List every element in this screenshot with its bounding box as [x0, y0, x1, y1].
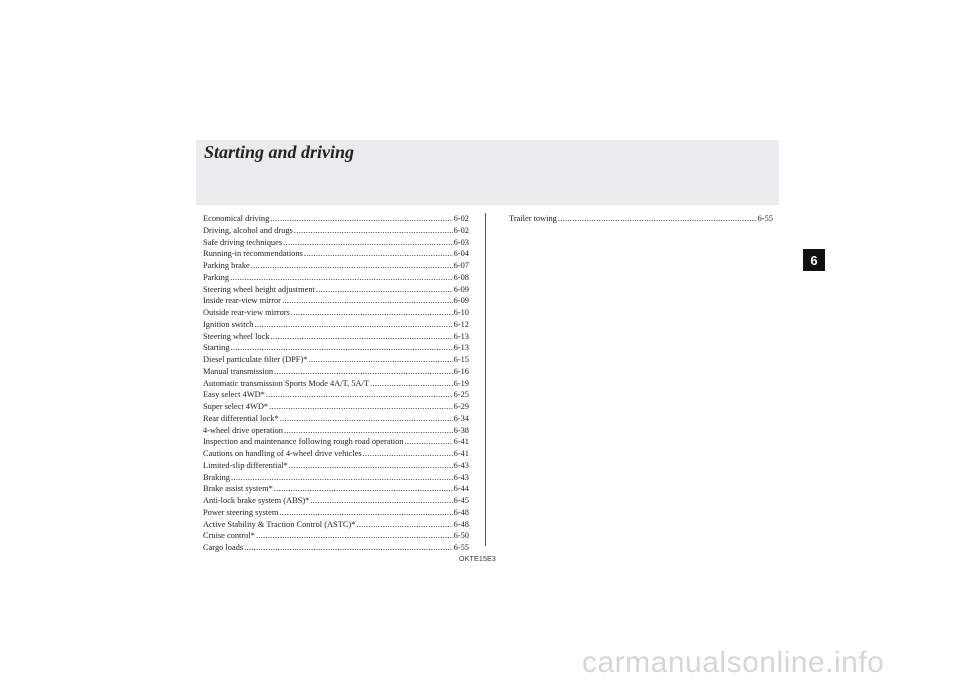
toc-dot-leader [363, 448, 453, 460]
toc-entry-page: 6-50 [453, 531, 469, 541]
toc-entry-page: 6-02 [453, 225, 469, 235]
toc-entry-page: 6-03 [453, 237, 469, 247]
toc-entry[interactable] [203, 378, 469, 390]
toc-entry[interactable] [203, 460, 469, 472]
toc-entry-page: 6-15 [453, 355, 469, 364]
toc-dot-leader [282, 295, 453, 307]
toc-entry[interactable] [203, 436, 469, 448]
toc-entry-page: 6-48 [453, 519, 469, 529]
toc-entry-label: Safe driving techniques [203, 237, 283, 247]
toc-entry-label: Steering wheel lock [203, 331, 270, 341]
toc-entry[interactable] [203, 213, 469, 225]
column-divider [485, 213, 486, 546]
toc-entry-label: Braking [203, 472, 230, 482]
toc-entry[interactable] [203, 331, 469, 343]
toc-dot-leader [279, 507, 452, 519]
toc-entry-page: 6-08 [453, 272, 469, 282]
toc-entry-page: 6-43 [453, 472, 469, 482]
toc-entry-page: 6-12 [453, 319, 469, 329]
toc-entry-label: Brake assist system* [203, 484, 273, 494]
toc-entry-page: 6-44 [453, 484, 469, 494]
toc-entry-page: 6-38 [453, 425, 469, 435]
toc-dot-leader [230, 272, 453, 284]
toc-entry[interactable] [203, 284, 469, 296]
toc-entry[interactable] [203, 495, 469, 507]
toc-entry-label: Parking [203, 272, 230, 282]
toc-entry-label: Trailer towing [509, 214, 557, 223]
section-header [196, 140, 779, 205]
toc-entry[interactable] [509, 213, 773, 225]
toc-dot-leader [289, 460, 453, 472]
toc-entry-page: 6-19 [453, 378, 469, 388]
toc-entry[interactable] [203, 272, 469, 284]
toc-entry-label: 4-wheel drive operation [203, 425, 283, 435]
toc-entry-label: Easy select 4WD* [203, 390, 265, 400]
toc-entry[interactable] [203, 342, 469, 354]
toc-entry[interactable] [203, 354, 469, 366]
toc-entry[interactable] [203, 530, 469, 542]
toc-entry[interactable] [203, 448, 469, 460]
toc-entry-label: Inside rear-view mirror [203, 296, 281, 306]
toc-dot-leader [316, 284, 453, 296]
toc-dot-leader [280, 413, 453, 425]
toc-dot-leader [266, 389, 453, 401]
section-title: Starting and driving [204, 142, 355, 162]
toc-entry-label: Outside rear-view mirrors [203, 308, 290, 317]
toc-entry[interactable] [203, 413, 469, 425]
toc-dot-leader [558, 213, 757, 225]
toc-dot-leader [370, 378, 453, 390]
toc-entry-page: 6-25 [453, 390, 469, 400]
toc-entry-label: Limited-slip differential* [203, 460, 288, 470]
toc-entry-page: 6-13 [453, 343, 469, 353]
toc-dot-leader [291, 307, 453, 319]
toc-dot-leader [294, 225, 453, 237]
toc-dot-leader [244, 542, 453, 554]
toc-dot-leader [304, 248, 453, 260]
toc-entry-label: Parking brake [203, 261, 250, 270]
toc-dot-leader [251, 260, 453, 272]
toc-entry[interactable] [203, 507, 469, 519]
toc-entry-page: 6-41 [453, 437, 469, 447]
toc-entry-label: Inspection and maintenance following rough road operation [203, 437, 404, 447]
toc-entry-page: 6-04 [453, 249, 469, 259]
toc-entry[interactable] [203, 260, 469, 272]
toc-entry[interactable] [203, 319, 469, 331]
toc-entry-label: Rear differential lock* [203, 413, 279, 423]
toc-dot-leader [274, 366, 453, 378]
toc-entry-label: Manual transmission [203, 366, 274, 376]
toc-dot-leader [284, 425, 453, 437]
toc-entry-page: 6-55 [453, 543, 469, 552]
toc-dot-leader [274, 483, 453, 495]
toc-entry-page: 6-02 [453, 214, 469, 223]
watermark-text: carmanualsonline.info [582, 646, 885, 679]
toc-left-column [203, 213, 469, 554]
toc-entry-label: Super select 4WD* [203, 402, 269, 411]
toc-entry-label: Cargo loads [203, 543, 244, 552]
toc-entry-page: 6-10 [453, 308, 469, 317]
toc-entry-page: 6-09 [453, 284, 469, 294]
toc-entry[interactable] [203, 237, 469, 249]
toc-dot-leader [231, 472, 453, 484]
toc-entry[interactable] [203, 225, 469, 237]
toc-entry[interactable] [203, 401, 469, 413]
toc-entry-page: 6-16 [453, 366, 469, 376]
toc-entry[interactable] [203, 295, 469, 307]
toc-entry-page: 6-45 [453, 496, 469, 505]
toc-entry-page: 6-09 [453, 296, 469, 306]
toc-entry[interactable] [203, 389, 469, 401]
toc-dot-leader [269, 401, 453, 413]
toc-entry[interactable] [203, 542, 469, 554]
toc-dot-leader [404, 436, 452, 448]
toc-dot-leader [310, 495, 452, 507]
toc-entry[interactable] [203, 248, 469, 260]
toc-entry-label: Diesel particulate filter (DPF)* [203, 355, 308, 364]
toc-entry-label: Power steering system [203, 507, 279, 517]
toc-entry-label: Active Stability & Traction Control (ASTC)* [203, 519, 356, 529]
toc-entry-page: 6-41 [453, 449, 469, 458]
toc-dot-leader [254, 319, 452, 331]
toc-right-column [509, 213, 773, 225]
toc-entry[interactable] [203, 307, 469, 319]
toc-entry-label: Driving, alcohol and drugs [203, 225, 293, 235]
toc-entry-label: Steering wheel height adjustment [203, 284, 315, 294]
toc-entry-label: Cruise control* [203, 531, 255, 541]
toc-entry-page: 6-43 [453, 460, 469, 470]
toc-entry[interactable] [203, 472, 469, 484]
toc-dot-leader [283, 237, 453, 249]
toc-entry-page: 6-34 [453, 413, 469, 423]
toc-entry-label: Starting [203, 343, 230, 353]
toc-entry-page: 6-13 [453, 331, 469, 341]
toc-entry-label: Cautions on handling of 4-wheel drive vehicles [203, 449, 362, 458]
toc-entry-page: 6-55 [757, 214, 773, 223]
toc-entry-label: Automatic transmission Sports Mode 4A/T, 5A/T [203, 378, 369, 388]
toc-dot-leader [308, 354, 452, 366]
toc-entry-label: Ignition switch [203, 319, 254, 329]
toc-dot-leader [356, 519, 452, 531]
toc-entry[interactable] [203, 483, 469, 495]
footer-code: OKTE15E3 [459, 556, 497, 563]
toc-dot-leader [231, 342, 453, 354]
toc-entry-label: Economical driving [203, 214, 270, 223]
toc-entry-label: Running-in recommendations [203, 249, 303, 259]
toc-entry-page: 6-48 [453, 507, 469, 517]
toc-entry-page: 6-07 [453, 261, 469, 270]
toc-dot-leader [271, 331, 453, 343]
toc-entry[interactable] [203, 366, 469, 378]
toc-entry[interactable] [203, 425, 469, 437]
toc-entry-page: 6-29 [453, 402, 469, 411]
toc-entry-label: Anti-lock brake system (ABS)* [203, 496, 310, 505]
toc-dot-leader [270, 213, 452, 225]
chapter-tab[interactable]: 6 [803, 249, 825, 271]
toc-dot-leader [256, 530, 453, 542]
toc-entry[interactable] [203, 519, 469, 531]
